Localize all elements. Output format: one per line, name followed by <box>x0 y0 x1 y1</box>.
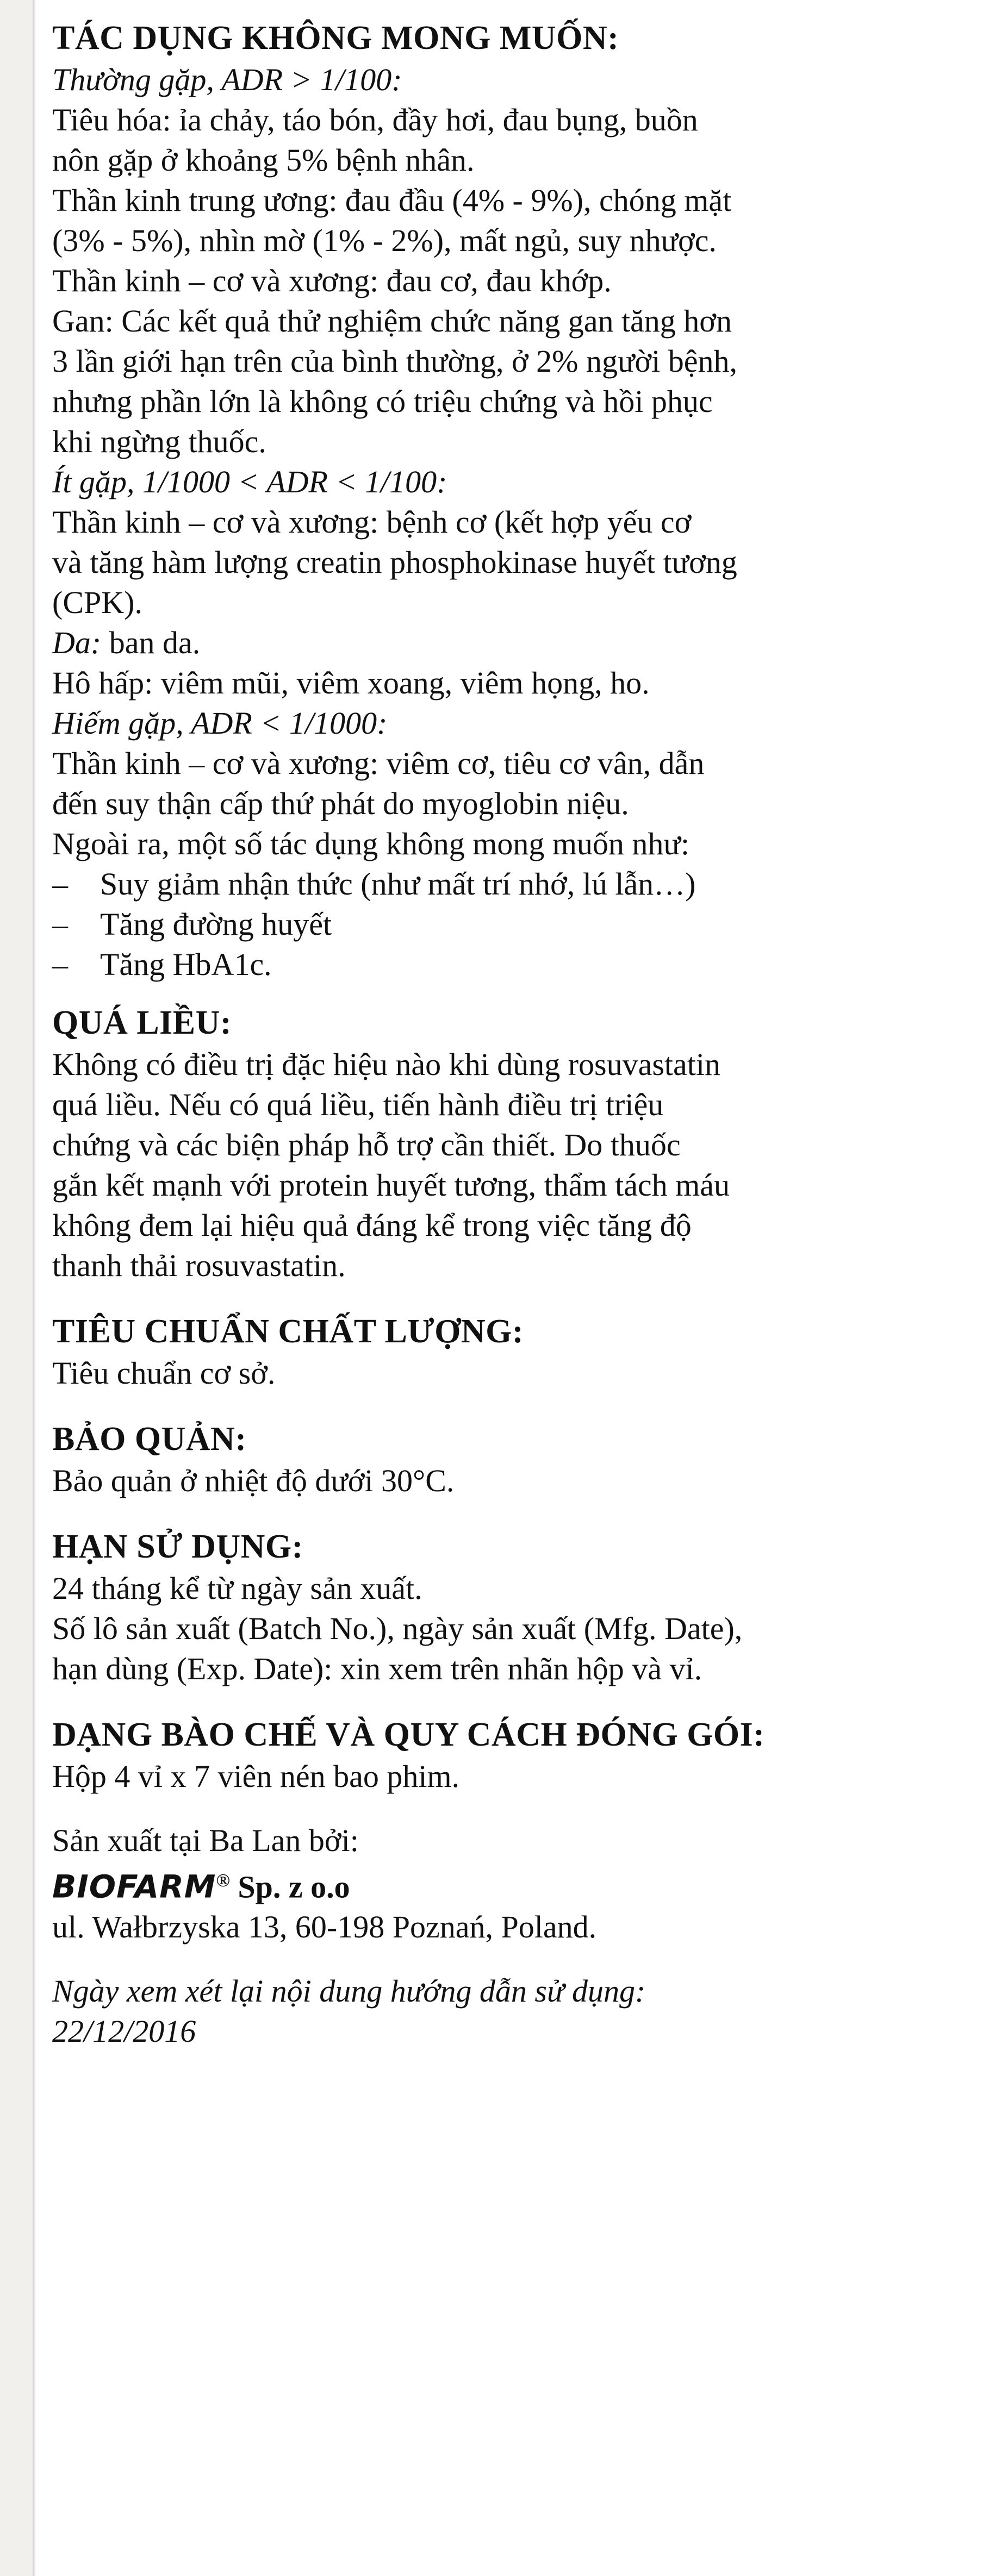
heading-adverse-effects: TÁC DỤNG KHÔNG MONG MUỐN: <box>52 20 619 57</box>
text-line: Thần kinh – cơ và xương: đau cơ, đau khớp. <box>52 263 612 298</box>
text-line: khi ngừng thuốc. <box>52 424 266 459</box>
common-frequency-label: Thường gặp, ADR > 1/100: <box>52 62 402 97</box>
biofarm-logo: BIOFARM <box>52 1868 216 1905</box>
text-line: Gan: Các kết quả thử nghiệm chức năng gan tăng hơn <box>52 303 732 339</box>
heading-overdose: QUÁ LIỀU: <box>52 1004 232 1041</box>
heading-shelf-life: HẠN SỬ DỤNG: <box>52 1528 303 1565</box>
text-line: Thần kinh – cơ và xương: viêm cơ, tiêu cơ vân, dẫn <box>52 746 705 781</box>
text-line: 3 lần giới hạn trên của bình thường, ở 2% người bệnh, <box>52 343 737 379</box>
list-item <box>52 864 987 904</box>
text-line: Hộp 4 vỉ x 7 viên nén bao phim. <box>52 1759 460 1794</box>
list-item-text: Suy giảm nhận thức (như mất trí nhớ, lú lẫn…) <box>100 866 696 902</box>
uncommon-frequency-label: Ít gặp, 1/1000 < ADR < 1/100: <box>52 464 447 499</box>
text-line: thanh thải rosuvastatin. <box>52 1248 346 1283</box>
text-line: gắn kết mạnh với protein huyết tương, thẩm tách máu <box>52 1167 730 1203</box>
manufacturer-name <box>52 1861 987 1907</box>
skin-label: Da: <box>52 625 102 660</box>
registered-mark: ® <box>216 1871 230 1891</box>
text-line: Bảo quản ở nhiệt độ dưới 30°C. <box>52 1463 455 1498</box>
text-line: và tăng hàm lượng creatin phosphokinase huyết tương <box>52 545 737 580</box>
text-line: (3% - 5%), nhìn mờ (1% - 2%), mất ngủ, suy nhược. <box>52 223 717 258</box>
rare-frequency-label: Hiếm gặp, ADR < 1/1000: <box>52 705 388 741</box>
text-line: chứng và các biện pháp hỗ trợ cần thiết. Do thuốc <box>52 1127 681 1162</box>
text-line: quá liều. Nếu có quá liều, tiến hành điều trị triệu <box>52 1087 664 1122</box>
company-suffix: Sp. z o.o <box>229 1869 350 1905</box>
dash-bullet: – <box>52 947 68 982</box>
text-line: 24 tháng kể từ ngày sản xuất. <box>52 1571 422 1606</box>
text-line: nhưng phần lớn là không có triệu chứng và hồi phục <box>52 384 713 419</box>
dash-bullet: – <box>52 866 68 902</box>
text-line: Thần kinh – cơ và xương: bệnh cơ (kết hợp yếu cơ <box>52 504 692 540</box>
text-line: Ngoài ra, một số tác dụng không mong muốn như: <box>52 826 689 861</box>
text-line: không đem lại hiệu quả đáng kể trong việc tăng độ <box>52 1208 692 1243</box>
heading-storage: BẢO QUẢN: <box>52 1421 247 1458</box>
text-line: Tiêu hóa: ỉa chảy, táo bón, đầy hơi, đau bụng, buồn <box>52 102 698 137</box>
heading-dosage-form-packaging: DẠNG BÀO CHẾ VÀ QUY CÁCH ĐÓNG GÓI: <box>52 1716 765 1753</box>
skin-line <box>52 623 987 663</box>
review-date: 22/12/2016 <box>52 2014 196 2049</box>
text-line: đến suy thận cấp thứ phát do myoglobin niệu. <box>52 786 629 821</box>
manufacturer-address: ul. Wałbrzyska 13, 60-198 Poznań, Poland. <box>52 1909 597 1945</box>
list-item-text: Tăng HbA1c. <box>100 947 272 982</box>
review-date-label: Ngày xem xét lại nội dung hướng dẫn sử dụng: <box>52 1973 646 2009</box>
text-line: Số lô sản xuất (Batch No.), ngày sản xuất (Mfg. Date), <box>52 1611 743 1646</box>
list-item-text: Tăng đường huyết <box>100 906 332 942</box>
leaflet-content <box>52 16 987 2052</box>
text-line: nôn gặp ở khoảng 5% bệnh nhân. <box>52 142 475 178</box>
list-item <box>52 945 987 985</box>
text-line: Hô hấp: viêm mũi, viêm xoang, viêm họng, ho. <box>52 665 650 701</box>
text-line: (CPK). <box>52 585 142 620</box>
dash-bullet: – <box>52 906 68 942</box>
text-line: Thần kinh trung ương: đau đầu (4% - 9%), chóng mặt <box>52 183 732 218</box>
made-in-label: Sản xuất tại Ba Lan bởi: <box>52 1823 359 1858</box>
list-item <box>52 904 987 945</box>
text-line: hạn dùng (Exp. Date): xin xem trên nhãn hộp và vỉ. <box>52 1651 702 1686</box>
heading-quality-standard: TIÊU CHUẨN CHẤT LƯỢNG: <box>52 1313 524 1350</box>
document-page <box>33 0 995 2576</box>
text-line: Không có điều trị đặc hiệu nào khi dùng rosuvastatin <box>52 1047 721 1082</box>
text-line: Tiêu chuẩn cơ sở. <box>52 1355 276 1391</box>
skin-text: ban da. <box>101 625 201 660</box>
